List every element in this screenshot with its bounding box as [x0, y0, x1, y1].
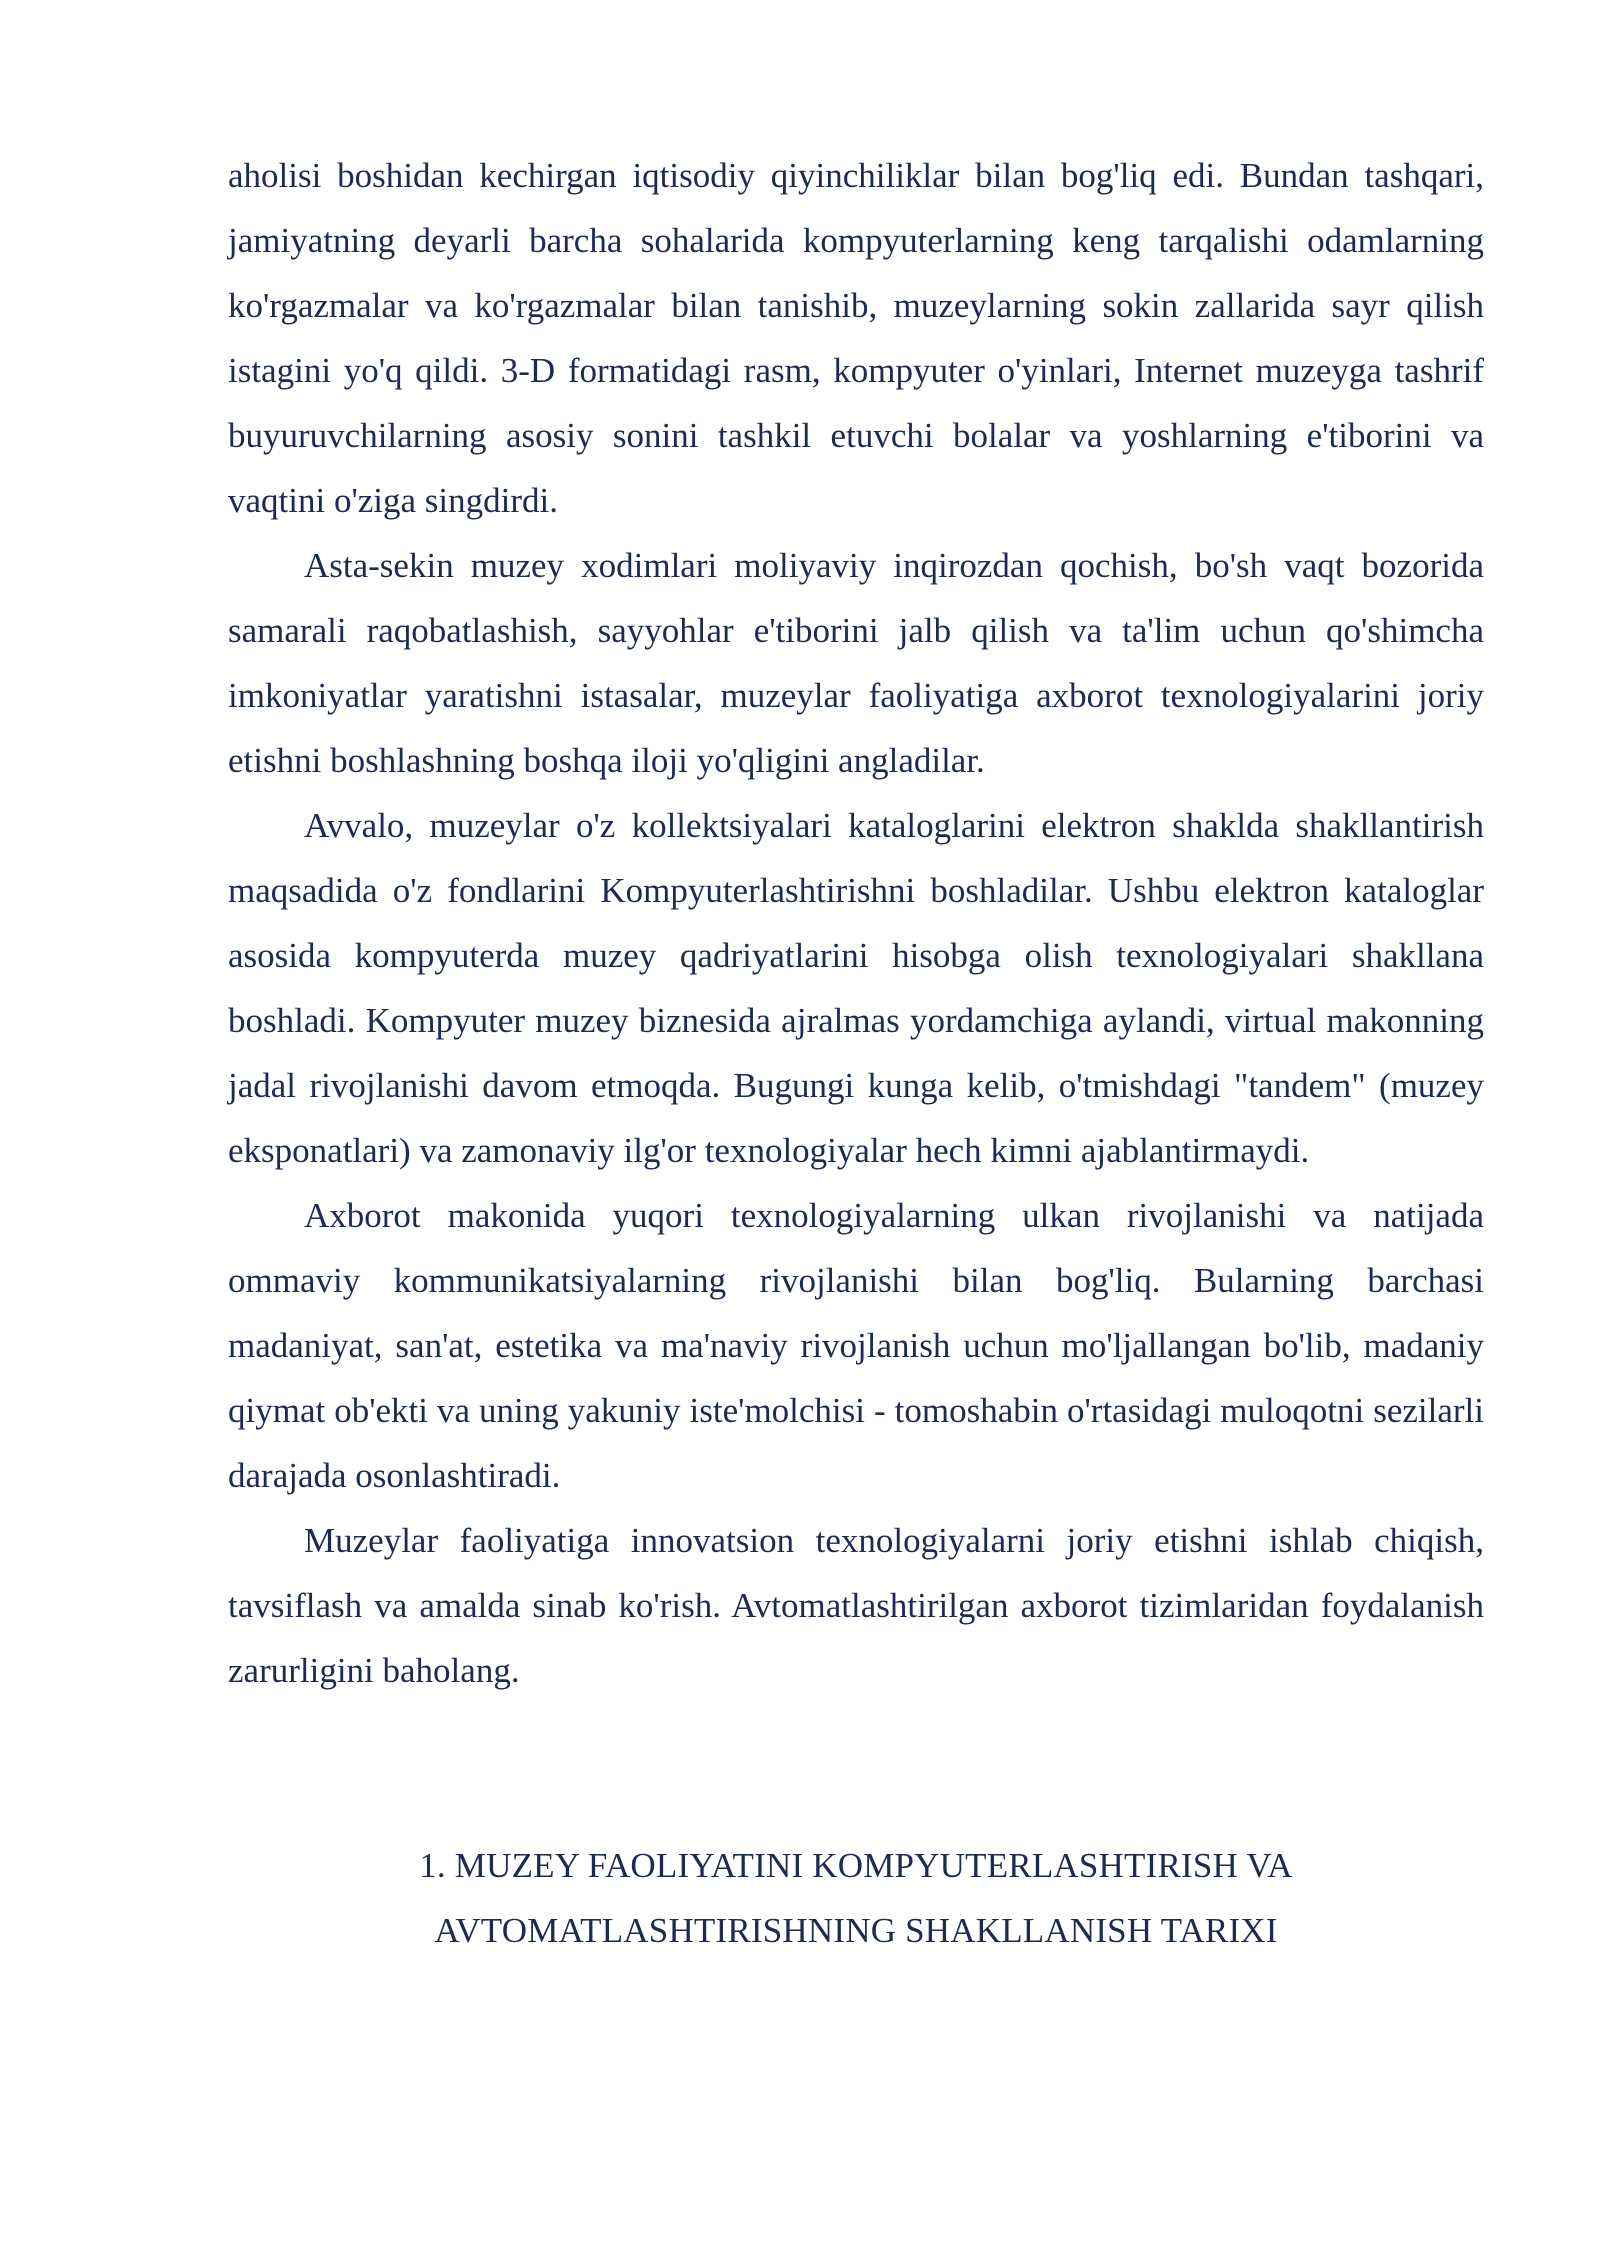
section-heading-line-2: AVTOMATLASHTIRISHNING SHAKLLANISH TARIXI [434, 1911, 1278, 1950]
paragraph-3: Avvalo, muzeylar o'z kollektsiyalari kataloglarini elektron shaklda shakllantirish maqsadida o'z fondlarini Kompyuterlashtirishni boshladilar. Ushbu elektron kataloglar asosida kompyuterda muzey qadriyatlarini hisobga olish texnologiyalari shakllana boshladi. Kompyuter muzey biznesida ajralmas yordamchiga aylandi, virtual makonning jadal rivojlanishi davom etmoqda. Bugungi kunga kelib, o'tmishdagi "tandem" (muzey eksponatlari) va zamonaviy ilg'or texnologiyalar hech kimni ajablantirmaydi. [228, 806, 1484, 1170]
paragraph-2: Asta-sekin muzey xodimlari moliyaviy inqirozdan qochish, bo'sh vaqt bozorida samarali raqobatlashish, sayyohlar e'tiborini jalb qilish va ta'lim uchun qo'shimcha imkoniyatlar yaratishni istasalar, muzeylar faoliyatiga axborot texnologiyalarini joriy etishni boshlashning boshqa iloji yo'qligini angladilar. [228, 546, 1484, 780]
document-page [228, 143, 1484, 1963]
paragraph-1: aholisi boshidan kechirgan iqtisodiy qiyinchiliklar bilan bog'liq edi. Bundan tashqari, jamiyatning deyarli barcha sohalarida kompyuterlarning keng tarqalishi odamlarning ko'rgazmalar va ko'rgazmalar bilan tanishib, muzeylarning sokin zallarida sayr qilish istagini yo'q qildi. 3-D formatidagi rasm, kompyuter o'yinlari, Internet muzeyga tashrif buyuruvchilarning asosiy sonini tashkil etuvchi bolalar va yoshlarning e'tiborini va vaqtini o'ziga singdirdi. [228, 156, 1484, 520]
section-heading-line-1: 1. MUZEY FAOLIYATINI KOMPYUTERLASHTIRISH VA [419, 1846, 1293, 1885]
paragraph-5: Muzeylar faoliyatiga innovatsion texnologiyalarni joriy etishni ishlab chiqish, tavsiflash va amalda sinab ko'rish. Avtomatlashtirilgan axborot tizimlaridan foydalanish zarurligini baholang. [228, 1521, 1484, 1690]
section-heading [228, 1833, 1484, 1963]
paragraph-4: Axborot makonida yuqori texnologiyalarning ulkan rivojlanishi va natijada ommaviy kommunikatsiyalarning rivojlanishi bilan bog'liq. Bularning barchasi madaniyat, san'at, estetika va ma'naviy rivojlanish uchun mo'ljallangan bo'lib, madaniy qiymat ob'ekti va uning yakuniy iste'molchisi - tomoshabin o'rtasidagi muloqotni sezilarli darajada osonlashtiradi. [228, 1196, 1484, 1495]
